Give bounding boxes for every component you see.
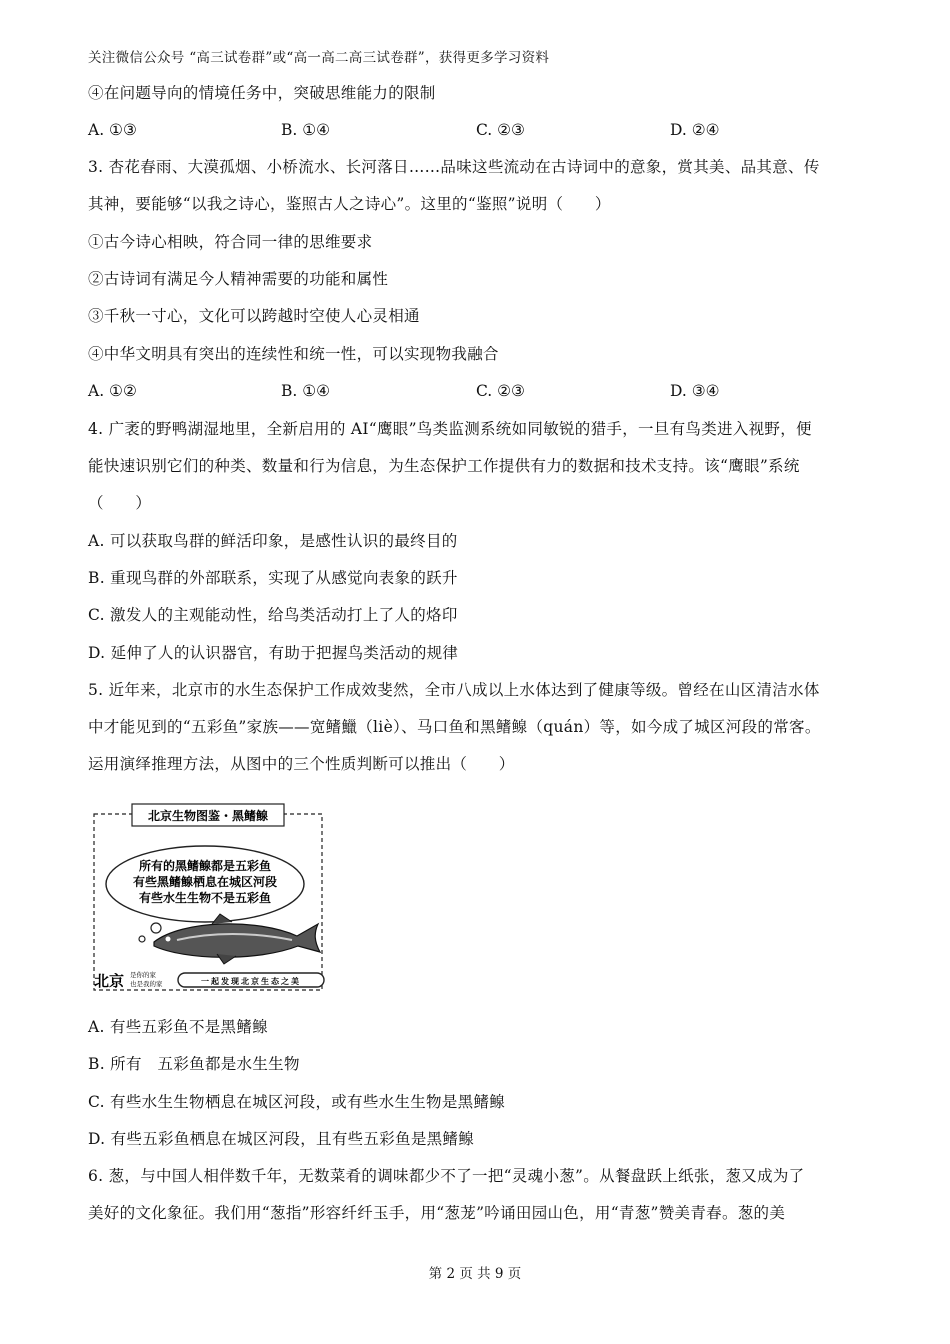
page-footer: 第 2 页 共 9 页 bbox=[428, 1266, 522, 1282]
q4-stem-line2: 能快速识别它们的种类、数量和行为信息，为生态保护工作提供有力的数据和技术支持。该“鹰眼”系统 bbox=[88, 457, 800, 475]
q3-option-a[interactable]: A. ①② bbox=[88, 382, 137, 400]
fish-illustration bbox=[154, 914, 320, 964]
q6-stem-line1: 6. 葱，与中国人相伴数千年，无数菜肴的调味都少不了一把“灵魂小葱”。从餐盘跃上纸张，葱又成为了 bbox=[88, 1167, 805, 1185]
q3-option-b[interactable]: B. ①④ bbox=[281, 382, 331, 400]
brand-beijing: 北京 bbox=[94, 972, 125, 990]
q3-option-d[interactable]: D. ③④ bbox=[670, 382, 720, 400]
bubble-line-2: 有些黑鳍鳈栖息在城区河段 bbox=[132, 875, 278, 889]
q4-choice-c[interactable]: C. 激发人的主观能动性，给鸟类活动打上了人的烙印 bbox=[88, 606, 458, 624]
q3-item-1: ①古今诗心相映，符合同一律的思维要求 bbox=[88, 233, 373, 251]
q4-choice-a[interactable]: A. 可以获取鸟群的鲜活印象，是感性认识的最终目的 bbox=[88, 532, 458, 550]
q2-option-b[interactable]: B. ①④ bbox=[281, 121, 331, 139]
heiqiquan-figure bbox=[92, 800, 332, 1000]
q5-choice-d[interactable]: D. 有些五彩鱼栖息在城区河段，且有些五彩鱼是黑鳍鳈 bbox=[88, 1130, 475, 1148]
q5-stem-line2: 中才能见到的“五彩鱼”家族——宽鳍鱲（liè）、马口鱼和黑鳍鳈（quán）等，如今成了城区河段的常客。 bbox=[88, 718, 821, 736]
q3-stem-line1: 3. 杏花春雨、大漠孤烟、小桥流水、长河落日……品味这些流动在古诗词中的意象，赏其美、品其意、传 bbox=[88, 158, 820, 176]
q2-item-4: ④在问题导向的情境任务中，突破思维能力的限制 bbox=[88, 84, 436, 102]
page-header: 关注微信公众号 “高三试卷群”或“高一高二高三试卷群”，获得更多学习资料 bbox=[88, 50, 550, 66]
figure-title: 北京生物图鉴・黑鳍鳈 bbox=[147, 809, 269, 823]
bubble-line-1: 所有的黑鳍鳈都是五彩鱼 bbox=[138, 859, 272, 873]
q3-stem-line2: 其神，要能够“以我之诗心，鉴照古人之诗心”。这里的“鉴照”说明（ ） bbox=[88, 195, 611, 213]
brand-sub-2: 也是我的家 bbox=[130, 980, 163, 988]
q6-stem-line2: 美好的文化象征。我们用“葱指”形容纤纤玉手，用“葱茏”吟诵田园山色，用“青葱”赞美青春。葱的美 bbox=[88, 1204, 786, 1222]
q5-choice-b[interactable]: B. 所有 五彩鱼都是水生生物 bbox=[88, 1055, 300, 1073]
slogan: 一起发现北京生态之美 bbox=[201, 977, 301, 986]
q3-option-c[interactable]: C. ②③ bbox=[476, 382, 525, 400]
q4-stem-line1: 4. 广袤的野鸭湖湿地里，全新启用的 AI“鹰眼”鸟类监测系统如同敏锐的猎手，一旦有鸟类进入视野，便 bbox=[88, 420, 812, 438]
brand-sub-1: 是你的家 bbox=[130, 971, 156, 979]
q2-option-a[interactable]: A. ①③ bbox=[88, 121, 137, 139]
q4-choice-b[interactable]: B. 重现鸟群的外部联系，实现了从感觉向表象的跃升 bbox=[88, 569, 458, 587]
q2-option-c[interactable]: C. ②③ bbox=[476, 121, 525, 139]
q5-choice-c[interactable]: C. 有些水生生物栖息在城区河段，或有些水生生物是黑鳍鳈 bbox=[88, 1093, 506, 1111]
q5-choice-a[interactable]: A. 有些五彩鱼不是黑鳍鳈 bbox=[88, 1018, 268, 1036]
bubble-line-3: 有些水生生物不是五彩鱼 bbox=[138, 891, 272, 905]
q3-item-2: ②古诗词有满足今人精神需要的功能和属性 bbox=[88, 270, 389, 288]
q3-item-4: ④中华文明具有突出的连续性和统一性，可以实现物我融合 bbox=[88, 345, 499, 363]
q3-item-3: ③千秋一寸心，文化可以跨越时空使人心灵相通 bbox=[88, 307, 420, 325]
q5-stem-line1: 5. 近年来，北京市的水生态保护工作成效斐然，全市八成以上水体达到了健康等级。曾经在山区清洁水体 bbox=[88, 681, 820, 699]
q4-stem-line3: （ ） bbox=[88, 494, 152, 512]
q4-choice-d[interactable]: D. 延伸了人的认识器官，有助于把握鸟类活动的规律 bbox=[88, 644, 459, 662]
q5-stem-line3: 运用演绎推理方法，从图中的三个性质判断可以推出（ ） bbox=[88, 755, 515, 773]
q2-option-d[interactable]: D. ②④ bbox=[670, 121, 720, 139]
